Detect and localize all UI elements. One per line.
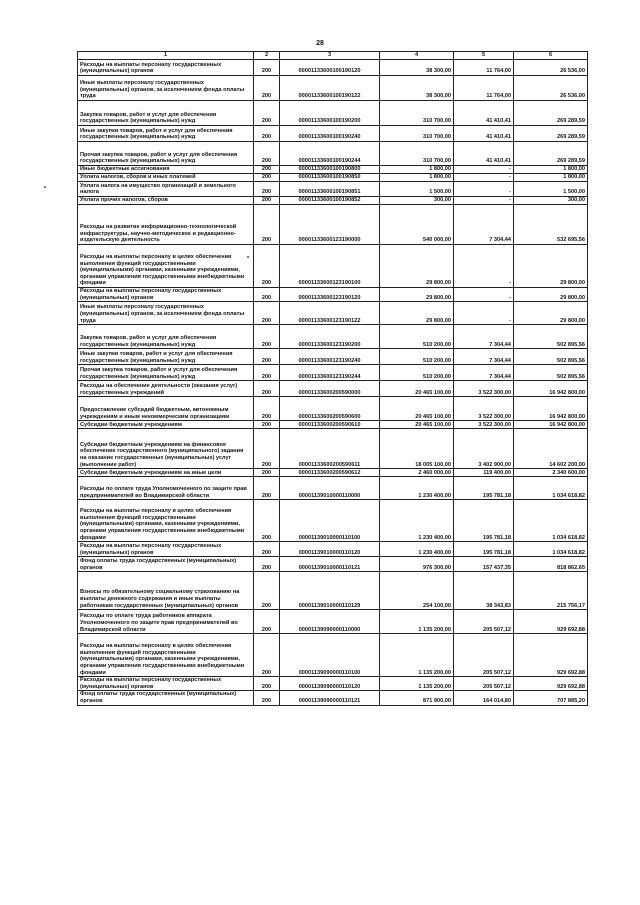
line-code-cell: 200 <box>254 572 280 610</box>
table-row <box>78 677 588 691</box>
executed-amount-cell: - <box>454 288 514 302</box>
approved-amount-cell: 18 005 100,00 <box>380 429 454 469</box>
budget-item-name: Расходы на выплаты персоналу государственных (муниципальных) органов <box>78 542 254 557</box>
executed-amount-cell: 41 410,41 <box>454 142 514 166</box>
executed-amount-cell: 11 764,00 <box>454 76 514 101</box>
budget-item-name: Взносы по обязательному социальному страхованию на выплаты денежного содержания и иные выплаты работникам государственных (муниципальных) органов <box>78 572 254 610</box>
budget-item-name: Расходы на выплаты персоналу в целях обеспечения выполнения функций государственными (муниципальными) органами, казенными учреждениями, органами управления государственными внебюджетными фондами <box>78 634 254 677</box>
approved-amount-cell: 20 465 100,00 <box>380 397 454 421</box>
line-code-cell: 200 <box>254 477 280 500</box>
column-header: 5 <box>454 52 514 60</box>
budget-item-name: Прочая закупка товаров, работ и услуг для обеспечения государственных (муниципальных) нужд <box>78 365 254 381</box>
budget-item-name: Уплата налога на имущество организаций и земельного налога <box>78 182 254 197</box>
classification-code-cell: 00001133600100190244 <box>280 142 380 166</box>
table-row <box>78 572 588 610</box>
executed-amount-cell: 195 781,18 <box>454 500 514 542</box>
executed-amount-cell: 11 764,00 <box>454 60 514 76</box>
line-code-cell: 200 <box>254 557 280 572</box>
approved-amount-cell: 1 135 200,00 <box>380 634 454 677</box>
remaining-amount-cell: 929 692,88 <box>514 634 588 677</box>
approved-amount-cell: 20 465 100,00 <box>380 381 454 397</box>
classification-code-cell: 00001139010000110129 <box>280 572 380 610</box>
line-code-cell: 200 <box>254 245 280 288</box>
classification-code-cell: 00001139010000110121 <box>280 557 380 572</box>
executed-amount-cell: 7 304,44 <box>454 325 514 349</box>
budget-item-name: Уплата прочих налогов, сборов <box>78 197 254 205</box>
remaining-amount-cell: 1 034 618,82 <box>514 542 588 557</box>
executed-amount-cell: 41 410,41 <box>454 126 514 142</box>
executed-amount-cell: 3 522 300,00 <box>454 381 514 397</box>
executed-amount-cell: 157 437,35 <box>454 557 514 572</box>
line-code-cell: 200 <box>254 60 280 76</box>
remaining-amount-cell: 269 289,59 <box>514 101 588 126</box>
table-row <box>78 325 588 349</box>
classification-code-cell: 00001133600123190200 <box>280 325 380 349</box>
executed-amount-cell: 41 410,41 <box>454 101 514 126</box>
approved-amount-cell: 871 900,00 <box>380 691 454 705</box>
remaining-amount-cell: 1 034 618,82 <box>514 477 588 500</box>
budget-item-name: Расходы на выплаты персоналу государственных (муниципальных) органов <box>78 288 254 302</box>
table-row <box>78 500 588 542</box>
approved-amount-cell: 310 700,00 <box>380 126 454 142</box>
executed-amount-cell: 7 304,44 <box>454 349 514 365</box>
column-header: 6 <box>514 52 588 60</box>
line-code-cell: 200 <box>254 691 280 705</box>
table-row <box>78 634 588 677</box>
classification-code-cell: 00001133600200590611 <box>280 429 380 469</box>
budget-item-name: Расходы на обеспечение деятельности (оказания услуг) государственных учреждений <box>78 381 254 397</box>
header-row <box>78 52 588 60</box>
table-row <box>78 288 588 302</box>
table-row <box>78 429 588 469</box>
executed-amount-cell: - <box>454 245 514 288</box>
budget-item-name: Расходы по оплате труда Уполномоченного по защите прав предпринимателей во Владимирской области <box>78 477 254 500</box>
approved-amount-cell: 1 800,00 <box>380 166 454 174</box>
budget-item-name: Предоставление субсидий бюджетным, автономным учреждениям и иным некоммерческим организациям <box>78 397 254 421</box>
classification-code-cell: 00001139090000110120 <box>280 677 380 691</box>
table-row <box>78 76 588 101</box>
table-row <box>78 101 588 126</box>
line-code-cell: 200 <box>254 381 280 397</box>
remaining-amount-cell: 16 942 800,00 <box>514 421 588 429</box>
classification-code-cell: 00001133600200590000 <box>280 381 380 397</box>
remaining-amount-cell: 1 800,00 <box>514 174 588 182</box>
budget-item-name: Расходы по оплате труда работников аппарата Уполномоченного по защите прав предпринимателей во Владимирской области <box>78 610 254 634</box>
line-code-cell: 200 <box>254 174 280 182</box>
executed-amount-cell: 205 507,12 <box>454 634 514 677</box>
line-code-cell: 200 <box>254 397 280 421</box>
column-header: 4 <box>380 52 454 60</box>
classification-code-cell: 00001133600100190122 <box>280 76 380 101</box>
executed-amount-cell: 3 402 900,00 <box>454 429 514 469</box>
approved-amount-cell: 254 100,00 <box>380 572 454 610</box>
remaining-amount-cell: 1 500,00 <box>514 182 588 197</box>
remaining-amount-cell: 502 895,56 <box>514 365 588 381</box>
approved-amount-cell: 1 230 400,00 <box>380 500 454 542</box>
table-row <box>78 166 588 174</box>
executed-amount-cell: 205 507,12 <box>454 610 514 634</box>
remaining-amount-cell: 16 942 800,00 <box>514 381 588 397</box>
scan-speck <box>44 186 46 188</box>
remaining-amount-cell: 2 340 600,00 <box>514 469 588 477</box>
table-row <box>78 397 588 421</box>
line-code-cell: 200 <box>254 365 280 381</box>
line-code-cell: 200 <box>254 205 280 245</box>
table-row <box>78 469 588 477</box>
classification-code-cell: 00001133600123190120 <box>280 288 380 302</box>
line-code-cell: 200 <box>254 101 280 126</box>
executed-amount-cell: - <box>454 182 514 197</box>
table-row <box>78 126 588 142</box>
executed-amount-cell: - <box>454 302 514 325</box>
approved-amount-cell: 38 300,00 <box>380 76 454 101</box>
budget-item-name: Закупка товаров, работ и услуг для обеспечения государственных (муниципальных) нужд <box>78 325 254 349</box>
table-row <box>78 174 588 182</box>
table-row <box>78 381 588 397</box>
budget-item-name: Фонд оплаты труда государственных (муниципальных) органов <box>78 557 254 572</box>
approved-amount-cell: 29 800,00 <box>380 245 454 288</box>
executed-amount-cell: 119 400,00 <box>454 469 514 477</box>
approved-amount-cell: 1 500,00 <box>380 182 454 197</box>
approved-amount-cell: 1 135 200,00 <box>380 677 454 691</box>
remaining-amount-cell: 502 895,56 <box>514 349 588 365</box>
classification-code-cell: 00001133600200590600 <box>280 397 380 421</box>
line-code-cell: 200 <box>254 542 280 557</box>
classification-code-cell: 00001133600123190100 <box>280 245 380 288</box>
classification-code-cell: 00001133600123190240 <box>280 349 380 365</box>
executed-amount-cell: 164 014,80 <box>454 691 514 705</box>
remaining-amount-cell: 26 536,00 <box>514 76 588 101</box>
approved-amount-cell: 310 700,00 <box>380 101 454 126</box>
classification-code-cell: 00001133600100190120 <box>280 60 380 76</box>
budget-item-name: Иные выплаты персоналу государственных (муниципальных) органов, за исключением фонда оплаты труда <box>78 76 254 101</box>
line-code-cell: 200 <box>254 469 280 477</box>
approved-amount-cell: 38 300,00 <box>380 60 454 76</box>
remaining-amount-cell: 707 885,20 <box>514 691 588 705</box>
table-row <box>78 691 588 705</box>
classification-code-cell: 00001133600100190800 <box>280 166 380 174</box>
line-code-cell: 200 <box>254 288 280 302</box>
remaining-amount-cell: 929 692,88 <box>514 610 588 634</box>
budget-item-name: Расходы на выплаты персоналу государственных (муниципальных) органов <box>78 60 254 76</box>
remaining-amount-cell: 29 800,00 <box>514 302 588 325</box>
line-code-cell: 200 <box>254 325 280 349</box>
line-code-cell: 200 <box>254 182 280 197</box>
executed-amount-cell: 195 781,18 <box>454 477 514 500</box>
approved-amount-cell: 20 465 100,00 <box>380 421 454 429</box>
line-code-cell: 200 <box>254 302 280 325</box>
table-row <box>78 610 588 634</box>
remaining-amount-cell: 269 289,59 <box>514 126 588 142</box>
line-code-cell: 200 <box>254 349 280 365</box>
executed-amount-cell: - <box>454 166 514 174</box>
remaining-amount-cell: 29 800,00 <box>514 288 588 302</box>
classification-code-cell: 00001139090000110000 <box>280 610 380 634</box>
classification-code-cell: 00001139090000110100 <box>280 634 380 677</box>
remaining-amount-cell: 1 800,00 <box>514 166 588 174</box>
budget-item-name: Прочая закупка товаров, работ и услуг для обеспечения государственных (муниципальных) нужд <box>78 142 254 166</box>
budget-item-name: Иные закупки товаров, работ и услуг для обеспечения государственных (муниципальных) нужд <box>78 126 254 142</box>
classification-code-cell: 00001133600123190000 <box>280 205 380 245</box>
budget-table <box>77 51 588 706</box>
approved-amount-cell: 1 230 400,00 <box>380 542 454 557</box>
classification-code-cell: 00001139090000110121 <box>280 691 380 705</box>
budget-item-name: Расходы на выплаты персоналу государственных (муниципальных) органов <box>78 677 254 691</box>
approved-amount-cell: 510 200,00 <box>380 325 454 349</box>
remaining-amount-cell: 502 895,56 <box>514 325 588 349</box>
budget-item-name: Закупка товаров, работ и услуг для обеспечения государственных (муниципальных) нужд <box>78 101 254 126</box>
line-code-cell: 200 <box>254 126 280 142</box>
approved-amount-cell: 2 460 000,00 <box>380 469 454 477</box>
line-code-cell: 200 <box>254 76 280 101</box>
classification-code-cell: 00001133600123190122 <box>280 302 380 325</box>
column-header: 1 <box>78 52 254 60</box>
budget-item-name: Уплата налогов, сборов и иных платежей <box>78 174 254 182</box>
approved-amount-cell: 510 200,00 <box>380 365 454 381</box>
remaining-amount-cell: 818 862,65 <box>514 557 588 572</box>
executed-amount-cell: 7 304,44 <box>454 205 514 245</box>
budget-item-name: Фонд оплаты труда государственных (муниципальных) органов <box>78 691 254 705</box>
column-header: 2 <box>254 52 280 60</box>
table-row <box>78 542 588 557</box>
approved-amount-cell: 540 000,00 <box>380 205 454 245</box>
line-code-cell: 200 <box>254 421 280 429</box>
remaining-amount-cell: 929 692,88 <box>514 677 588 691</box>
page-number: 28 <box>316 40 324 47</box>
approved-amount-cell: 1 800,00 <box>380 174 454 182</box>
approved-amount-cell: 310 700,00 <box>380 142 454 166</box>
remaining-amount-cell: 14 602 200,00 <box>514 429 588 469</box>
remaining-amount-cell: 300,00 <box>514 197 588 205</box>
executed-amount-cell: - <box>454 174 514 182</box>
table-row <box>78 197 588 205</box>
budget-item-name: Расходы на развитие информационно-технологической инфраструктуры, научно-методическое и редакционно-издательскую деятельность <box>78 205 254 245</box>
approved-amount-cell: 29 800,00 <box>380 302 454 325</box>
line-code-cell: 200 <box>254 677 280 691</box>
table-row <box>78 365 588 381</box>
line-code-cell: 200 <box>254 500 280 542</box>
executed-amount-cell: 3 522 300,00 <box>454 397 514 421</box>
table-row <box>78 421 588 429</box>
remaining-amount-cell: 29 800,00 <box>514 245 588 288</box>
budget-item-name: Иные бюджетные ассигнования <box>78 166 254 174</box>
classification-code-cell: 00001133600123190244 <box>280 365 380 381</box>
table-row <box>78 142 588 166</box>
table-row <box>78 205 588 245</box>
table-row <box>78 302 588 325</box>
table-row <box>78 349 588 365</box>
budget-item-name: Иные закупки товаров, работ и услуг для обеспечения государственных (муниципальных) нужд <box>78 349 254 365</box>
budget-item-name: Расходы на выплаты персоналу в целях обеспечения выполнения функций государственными (муниципальными) органами, казенными учреждениями, органами управления государственными внебюджетными фондами <box>78 245 254 288</box>
classification-code-cell: 00001133600100190240 <box>280 126 380 142</box>
table-row <box>78 557 588 572</box>
executed-amount-cell: 205 507,12 <box>454 677 514 691</box>
remaining-amount-cell: 215 756,17 <box>514 572 588 610</box>
remaining-amount-cell: 16 942 800,00 <box>514 397 588 421</box>
approved-amount-cell: 29 800,00 <box>380 288 454 302</box>
approved-amount-cell: 1 230 400,00 <box>380 477 454 500</box>
line-code-cell: 200 <box>254 142 280 166</box>
table-row <box>78 245 588 288</box>
scan-speck <box>247 256 249 258</box>
table-row <box>78 182 588 197</box>
classification-code-cell: 00001139010000110000 <box>280 477 380 500</box>
approved-amount-cell: 510 200,00 <box>380 349 454 365</box>
column-header: 3 <box>280 52 380 60</box>
remaining-amount-cell: 26 536,00 <box>514 60 588 76</box>
budget-item-name: Субсидии бюджетным учреждениям на финансовое обеспечение государственного (муниципального) задания на оказание государственных (муниципальных) услуг (выполнение работ) <box>78 429 254 469</box>
executed-amount-cell: 38 343,83 <box>454 572 514 610</box>
classification-code-cell: 00001133600100190852 <box>280 197 380 205</box>
budget-item-name: Расходы на выплаты персоналу в целях обеспечения выполнения функций государственными (муниципальными) органами, казенными учреждениями, органами управления государственными внебюджетными фондами <box>78 500 254 542</box>
approved-amount-cell: 1 135 200,00 <box>380 610 454 634</box>
remaining-amount-cell: 532 695,56 <box>514 205 588 245</box>
approved-amount-cell: 300,00 <box>380 197 454 205</box>
classification-code-cell: 00001133600100190850 <box>280 174 380 182</box>
line-code-cell: 200 <box>254 429 280 469</box>
budget-item-name: Иные выплаты персоналу государственных (муниципальных) органов, за исключением фонда оплаты труда <box>78 302 254 325</box>
approved-amount-cell: 976 300,00 <box>380 557 454 572</box>
budget-item-name: Субсидии бюджетным учреждениям на иные цели <box>78 469 254 477</box>
remaining-amount-cell: 1 034 618,82 <box>514 500 588 542</box>
classification-code-cell: 00001133600100190200 <box>280 101 380 126</box>
executed-amount-cell: - <box>454 197 514 205</box>
table-row <box>78 477 588 500</box>
executed-amount-cell: 3 522 300,00 <box>454 421 514 429</box>
classification-code-cell: 00001139010000110120 <box>280 542 380 557</box>
line-code-cell: 200 <box>254 197 280 205</box>
classification-code-cell: 00001139010000110100 <box>280 500 380 542</box>
line-code-cell: 200 <box>254 166 280 174</box>
budget-item-name: Субсидии бюджетным учреждениям <box>78 421 254 429</box>
table-row <box>78 60 588 76</box>
classification-code-cell: 00001133600200590610 <box>280 421 380 429</box>
executed-amount-cell: 7 304,44 <box>454 365 514 381</box>
line-code-cell: 200 <box>254 610 280 634</box>
line-code-cell: 200 <box>254 634 280 677</box>
classification-code-cell: 00001133600200590612 <box>280 469 380 477</box>
remaining-amount-cell: 269 289,59 <box>514 142 588 166</box>
classification-code-cell: 00001133600100190851 <box>280 182 380 197</box>
executed-amount-cell: 195 781,18 <box>454 542 514 557</box>
